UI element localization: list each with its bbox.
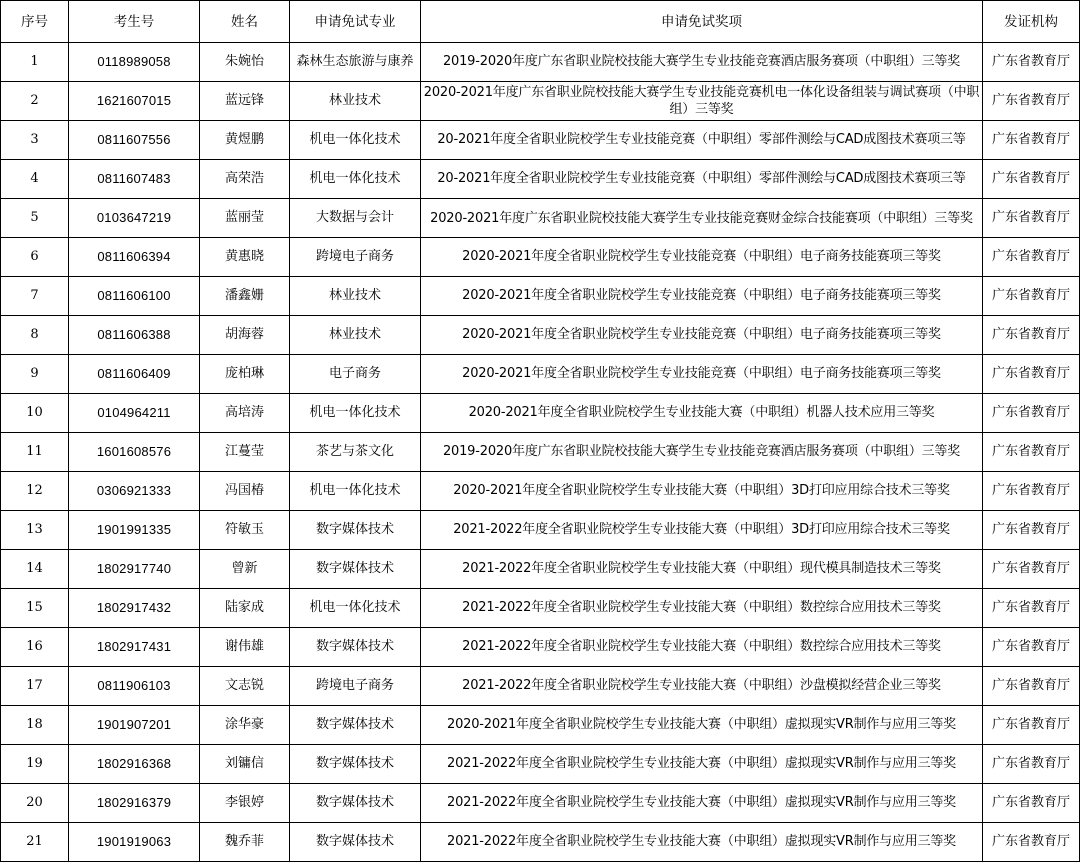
cell-serial-number: 14 bbox=[1, 550, 69, 589]
cell-award: 2021-2022年度全省职业院校学生专业技能大赛（中职组）虚拟现实VR制作与应用三等奖 bbox=[421, 745, 983, 784]
cell-name: 胡海蓉 bbox=[200, 316, 290, 355]
cell-serial-number: 15 bbox=[1, 589, 69, 628]
cell-name: 涂华豪 bbox=[200, 706, 290, 745]
cell-candidate-id: 0811606100 bbox=[69, 277, 200, 316]
cell-issuer: 广东省教育厅 bbox=[983, 238, 1080, 277]
cell-serial-number: 18 bbox=[1, 706, 69, 745]
cell-major: 机电一体化技术 bbox=[290, 589, 421, 628]
cell-issuer: 广东省教育厅 bbox=[983, 394, 1080, 433]
cell-candidate-id: 1621607015 bbox=[69, 82, 200, 121]
cell-issuer: 广东省教育厅 bbox=[983, 43, 1080, 82]
cell-name: 李银婷 bbox=[200, 784, 290, 823]
cell-issuer: 广东省教育厅 bbox=[983, 745, 1080, 784]
cell-major: 跨境电子商务 bbox=[290, 667, 421, 706]
cell-candidate-id: 1901907201 bbox=[69, 706, 200, 745]
cell-award: 2021-2022年度全省职业院校学生专业技能大赛（中职组）3D打印应用综合技术三等奖 bbox=[421, 511, 983, 550]
cell-candidate-id: 0118989058 bbox=[69, 43, 200, 82]
cell-issuer: 广东省教育厅 bbox=[983, 511, 1080, 550]
cell-name: 江蔓莹 bbox=[200, 433, 290, 472]
cell-major: 机电一体化技术 bbox=[290, 160, 421, 199]
cell-name: 庞柏琳 bbox=[200, 355, 290, 394]
cell-name: 谢伟雄 bbox=[200, 628, 290, 667]
table-row bbox=[1, 550, 1080, 589]
cell-major: 林业技术 bbox=[290, 277, 421, 316]
header-serial-number: 序号 bbox=[1, 1, 69, 43]
cell-serial-number: 13 bbox=[1, 511, 69, 550]
cell-serial-number: 12 bbox=[1, 472, 69, 511]
cell-candidate-id: 0811607483 bbox=[69, 160, 200, 199]
cell-name: 朱婉怡 bbox=[200, 43, 290, 82]
cell-award: 2020-2021年度广东省职业院校技能大赛学生专业技能竞赛机电一体化设备组装与调试赛项（中职组）三等奖 bbox=[421, 82, 983, 121]
cell-award: 2020-2021年度全省职业院校学生专业技能大赛（中职组）机器人技术应用三等奖 bbox=[421, 394, 983, 433]
cell-major: 机电一体化技术 bbox=[290, 121, 421, 160]
cell-serial-number: 20 bbox=[1, 784, 69, 823]
cell-candidate-id: 1802917432 bbox=[69, 589, 200, 628]
table-row bbox=[1, 628, 1080, 667]
cell-major: 大数据与会计 bbox=[290, 199, 421, 238]
table-row bbox=[1, 511, 1080, 550]
cell-award: 2020-2021年度全省职业院校学生专业技能竞赛（中职组）电子商务技能赛项三等奖 bbox=[421, 316, 983, 355]
cell-issuer: 广东省教育厅 bbox=[983, 823, 1080, 862]
cell-major: 数字媒体技术 bbox=[290, 745, 421, 784]
cell-issuer: 广东省教育厅 bbox=[983, 355, 1080, 394]
header-candidate-id: 考生号 bbox=[69, 1, 200, 43]
cell-name: 高培涛 bbox=[200, 394, 290, 433]
cell-candidate-id: 1901991335 bbox=[69, 511, 200, 550]
cell-major: 数字媒体技术 bbox=[290, 706, 421, 745]
cell-candidate-id: 0811606388 bbox=[69, 316, 200, 355]
cell-candidate-id: 0811607556 bbox=[69, 121, 200, 160]
cell-award: 2021-2022年度全省职业院校学生专业技能大赛（中职组）现代模具制造技术三等奖 bbox=[421, 550, 983, 589]
cell-name: 曾新 bbox=[200, 550, 290, 589]
cell-name: 陆家成 bbox=[200, 589, 290, 628]
cell-major: 跨境电子商务 bbox=[290, 238, 421, 277]
cell-major: 数字媒体技术 bbox=[290, 511, 421, 550]
cell-award: 2021-2022年度全省职业院校学生专业技能大赛（中职组）沙盘模拟经营企业三等奖 bbox=[421, 667, 983, 706]
cell-issuer: 广东省教育厅 bbox=[983, 199, 1080, 238]
cell-issuer: 广东省教育厅 bbox=[983, 667, 1080, 706]
cell-major: 机电一体化技术 bbox=[290, 472, 421, 511]
cell-name: 潘鑫姗 bbox=[200, 277, 290, 316]
table-row bbox=[1, 823, 1080, 862]
table-row bbox=[1, 160, 1080, 199]
cell-name: 刘镛信 bbox=[200, 745, 290, 784]
cell-serial-number: 16 bbox=[1, 628, 69, 667]
cell-candidate-id: 1901919063 bbox=[69, 823, 200, 862]
cell-award: 2020-2021年度广东省职业院校技能大赛学生专业技能竞赛财金综合技能赛项（中职组）三等奖 bbox=[421, 199, 983, 238]
cell-issuer: 广东省教育厅 bbox=[983, 316, 1080, 355]
cell-issuer: 广东省教育厅 bbox=[983, 784, 1080, 823]
cell-issuer: 广东省教育厅 bbox=[983, 472, 1080, 511]
cell-award: 2020-2021年度全省职业院校学生专业技能大赛（中职组）虚拟现实VR制作与应用三等奖 bbox=[421, 706, 983, 745]
table-row bbox=[1, 238, 1080, 277]
cell-candidate-id: 1802917431 bbox=[69, 628, 200, 667]
cell-candidate-id: 0306921333 bbox=[69, 472, 200, 511]
cell-major: 数字媒体技术 bbox=[290, 784, 421, 823]
cell-name: 魏乔菲 bbox=[200, 823, 290, 862]
cell-candidate-id: 0104964211 bbox=[69, 394, 200, 433]
table-row bbox=[1, 82, 1080, 121]
cell-issuer: 广东省教育厅 bbox=[983, 433, 1080, 472]
table-row bbox=[1, 706, 1080, 745]
cell-award: 2020-2021年度全省职业院校学生专业技能竞赛（中职组）电子商务技能赛项三等奖 bbox=[421, 238, 983, 277]
cell-serial-number: 9 bbox=[1, 355, 69, 394]
table-row bbox=[1, 43, 1080, 82]
cell-serial-number: 6 bbox=[1, 238, 69, 277]
cell-serial-number: 21 bbox=[1, 823, 69, 862]
cell-issuer: 广东省教育厅 bbox=[983, 550, 1080, 589]
cell-award: 2020-2021年度全省职业院校学生专业技能竞赛（中职组）电子商务技能赛项三等奖 bbox=[421, 355, 983, 394]
header-issuer: 发证机构 bbox=[983, 1, 1080, 43]
table-row bbox=[1, 355, 1080, 394]
cell-serial-number: 7 bbox=[1, 277, 69, 316]
cell-candidate-id: 1802916379 bbox=[69, 784, 200, 823]
cell-major: 数字媒体技术 bbox=[290, 550, 421, 589]
header-name: 姓名 bbox=[200, 1, 290, 43]
cell-major: 林业技术 bbox=[290, 316, 421, 355]
cell-candidate-id: 0103647219 bbox=[69, 199, 200, 238]
cell-candidate-id: 0811906103 bbox=[69, 667, 200, 706]
cell-issuer: 广东省教育厅 bbox=[983, 706, 1080, 745]
cell-major: 森林生态旅游与康养 bbox=[290, 43, 421, 82]
table-row bbox=[1, 277, 1080, 316]
cell-award: 2021-2022年度全省职业院校学生专业技能大赛（中职组）虚拟现实VR制作与应用三等奖 bbox=[421, 823, 983, 862]
cell-award: 2021-2022年度全省职业院校学生专业技能大赛（中职组）虚拟现实VR制作与应用三等奖 bbox=[421, 784, 983, 823]
table-row bbox=[1, 121, 1080, 160]
table-row bbox=[1, 472, 1080, 511]
header-major: 申请免试专业 bbox=[290, 1, 421, 43]
cell-serial-number: 10 bbox=[1, 394, 69, 433]
cell-award: 2019-2020年度广东省职业院校技能大赛学生专业技能竞赛酒店服务赛项（中职组）三等奖 bbox=[421, 433, 983, 472]
cell-serial-number: 11 bbox=[1, 433, 69, 472]
cell-major: 林业技术 bbox=[290, 82, 421, 121]
cell-issuer: 广东省教育厅 bbox=[983, 121, 1080, 160]
table-row bbox=[1, 433, 1080, 472]
cell-serial-number: 19 bbox=[1, 745, 69, 784]
cell-name: 冯国椿 bbox=[200, 472, 290, 511]
cell-issuer: 广东省教育厅 bbox=[983, 82, 1080, 121]
cell-serial-number: 2 bbox=[1, 82, 69, 121]
cell-name: 黄惠晓 bbox=[200, 238, 290, 277]
cell-award: 2021-2022年度全省职业院校学生专业技能大赛（中职组）数控综合应用技术三等奖 bbox=[421, 628, 983, 667]
header-award: 申请免试奖项 bbox=[421, 1, 983, 43]
cell-serial-number: 4 bbox=[1, 160, 69, 199]
table-row bbox=[1, 745, 1080, 784]
cell-name: 蓝远锋 bbox=[200, 82, 290, 121]
cell-name: 高荣浩 bbox=[200, 160, 290, 199]
cell-issuer: 广东省教育厅 bbox=[983, 589, 1080, 628]
table-row bbox=[1, 394, 1080, 433]
cell-award: 2019-2020年度广东省职业院校技能大赛学生专业技能竞赛酒店服务赛项（中职组）三等奖 bbox=[421, 43, 983, 82]
cell-award: 2020-2021年度全省职业院校学生专业技能竞赛（中职组）电子商务技能赛项三等奖 bbox=[421, 277, 983, 316]
table-body bbox=[1, 43, 1080, 862]
cell-award: 20-2021年度全省职业院校学生专业技能竞赛（中职组）零部件测绘与CAD成图技术赛项三等 bbox=[421, 121, 983, 160]
cell-serial-number: 3 bbox=[1, 121, 69, 160]
cell-major: 数字媒体技术 bbox=[290, 628, 421, 667]
cell-major: 机电一体化技术 bbox=[290, 394, 421, 433]
cell-candidate-id: 0811606409 bbox=[69, 355, 200, 394]
cell-award: 20-2021年度全省职业院校学生专业技能竞赛（中职组）零部件测绘与CAD成图技术赛项三等 bbox=[421, 160, 983, 199]
cell-serial-number: 8 bbox=[1, 316, 69, 355]
cell-award: 2020-2021年度全省职业院校学生专业技能大赛（中职组）3D打印应用综合技术三等奖 bbox=[421, 472, 983, 511]
table-row bbox=[1, 589, 1080, 628]
table-row bbox=[1, 667, 1080, 706]
cell-issuer: 广东省教育厅 bbox=[983, 277, 1080, 316]
cell-name: 文志锐 bbox=[200, 667, 290, 706]
cell-candidate-id: 1601608576 bbox=[69, 433, 200, 472]
table-row bbox=[1, 199, 1080, 238]
cell-name: 蓝丽莹 bbox=[200, 199, 290, 238]
cell-major: 数字媒体技术 bbox=[290, 823, 421, 862]
cell-issuer: 广东省教育厅 bbox=[983, 628, 1080, 667]
cell-candidate-id: 0811606394 bbox=[69, 238, 200, 277]
cell-serial-number: 17 bbox=[1, 667, 69, 706]
cell-major: 茶艺与茶文化 bbox=[290, 433, 421, 472]
cell-name: 黄煜鹏 bbox=[200, 121, 290, 160]
cell-name: 符敏玉 bbox=[200, 511, 290, 550]
table-row bbox=[1, 316, 1080, 355]
cell-serial-number: 5 bbox=[1, 199, 69, 238]
cell-major: 电子商务 bbox=[290, 355, 421, 394]
cell-issuer: 广东省教育厅 bbox=[983, 160, 1080, 199]
cell-candidate-id: 1802917740 bbox=[69, 550, 200, 589]
cell-candidate-id: 1802916368 bbox=[69, 745, 200, 784]
cell-serial-number: 1 bbox=[1, 43, 69, 82]
cell-award: 2021-2022年度全省职业院校学生专业技能大赛（中职组）数控综合应用技术三等奖 bbox=[421, 589, 983, 628]
table-row bbox=[1, 784, 1080, 823]
header-row bbox=[1, 1, 1080, 43]
